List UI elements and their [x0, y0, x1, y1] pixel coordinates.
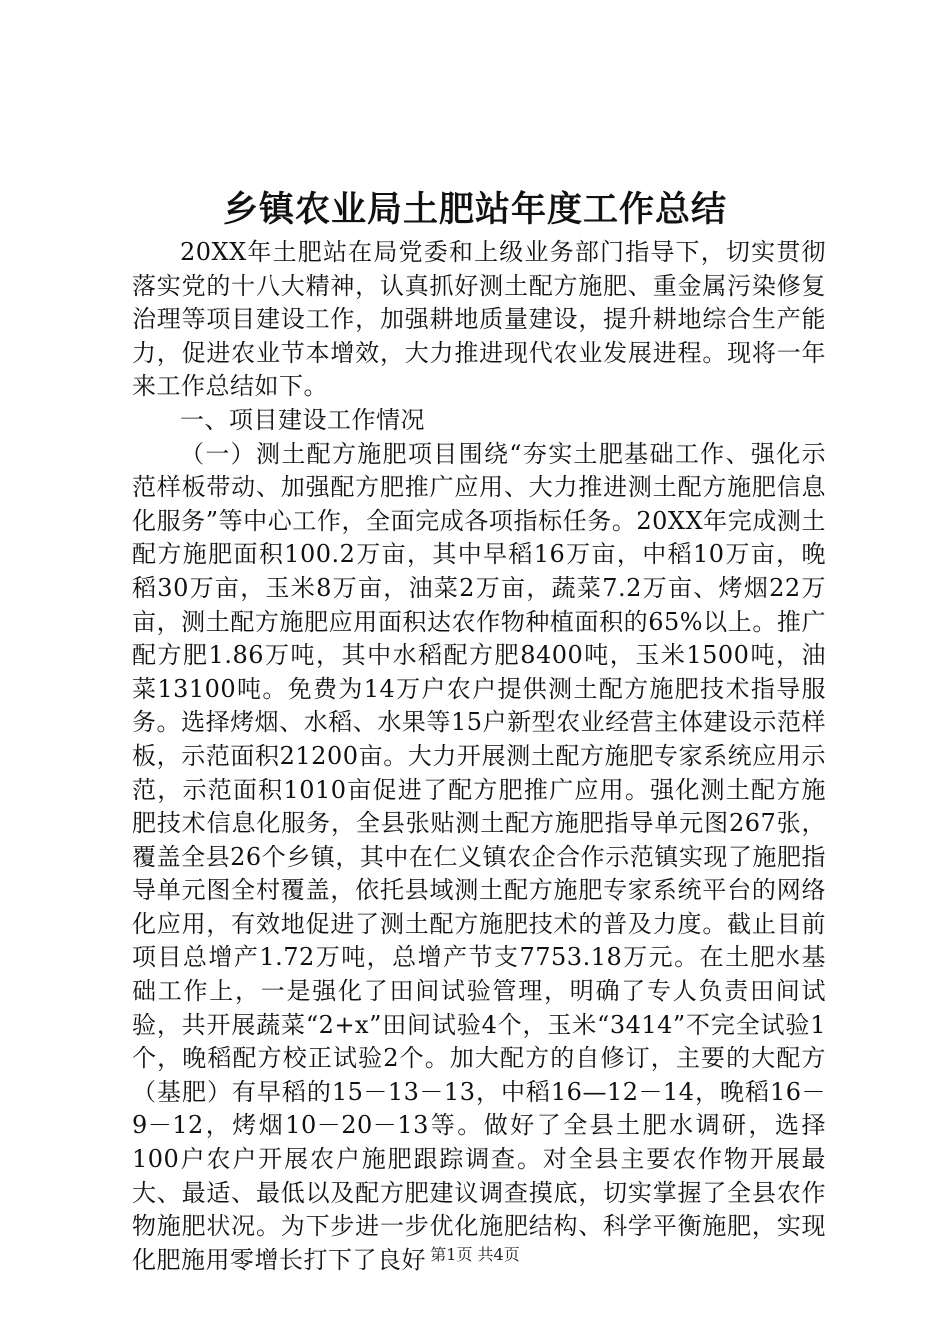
- section-heading: 一、项目建设工作情况: [180, 405, 425, 434]
- page-footer: 第1页 共4页: [430, 1245, 520, 1264]
- document-title: 乡镇农业局土肥站年度工作总结: [222, 189, 727, 230]
- intro-paragraph: 20XX年土肥站在局党委和上级业务部门指导下，切实贯彻落实党的十八大精神，认真抓好测土配方施肥、重金属污染修复治理等项目建设工作，加强耕地质量建设，提升耕地综合生产能力，促进农业节本增效，大力推进现代农业发展进程。现将一年来工作总结如下。: [132, 238, 826, 401]
- document-body: [132, 236, 826, 1277]
- body-paragraph: （一）测土配方施肥项目围绕“夯实土肥基础工作、强化示范样板带动、加强配方肥推广应用、大力推进测土配方施肥信息化服务”等中心工作，全面完成各项指标任务。20XX年完成测土配方施肥面积100.2万亩，其中早稻16万亩，中稻10万亩，晚稻30万亩，玉米8万亩，油菜2万亩，蔬菜7.2万亩、烤烟22万亩，测土配方施肥应用面积达农作物种植面积的65%以上。推广配方肥1.86万吨，其中水稻配方肥8400吨，玉米1500吨，油菜13100吨。免费为14万户农户提供测土配方施肥技术指导服务。选择烤烟、水稻、水果等15户新型农业经营主体建设示范样板，示范面积21200亩。大力开展测土配方施肥专家系统应用示范，示范面积1010亩促进了配方肥推广应用。强化测土配方施肥技术信息化服务，全县张贴测土配方施肥指导单元图267张，覆盖全县26个乡镇，其中在仁义镇农企合作示范镇实现了施肥指导单元图全村覆盖，依托县域测土配方施肥专家系统平台的网络化应用，有效地促进了测土配方施肥技术的普及力度。截止目前项目总增产1.72万吨，总增产节支7753.18万元。在土肥水基础工作上，一是强化了田间试验管理，明确了专人负责田间试验，共开展蔬菜“2+x”田间试验4个，玉米“3414”不完全试验1个，晚稻配方校正试验2个。加大配方的自修订，主要的大配方（基肥）有早稻的15－13－13，中稻16—12－14，晚稻16－9－12，烤烟10－20－13等。做好了全县土肥水调研，选择100户农户开展农户施肥跟踪调查。对全县主要农作物开展最大、最适、最低以及配方肥建议调查摸底，切实掌握了全县农作物施肥状况。为下步进一步优化施肥结构、科学平衡施肥，实现化肥施用零增长打下了良好: [132, 439, 826, 1274]
